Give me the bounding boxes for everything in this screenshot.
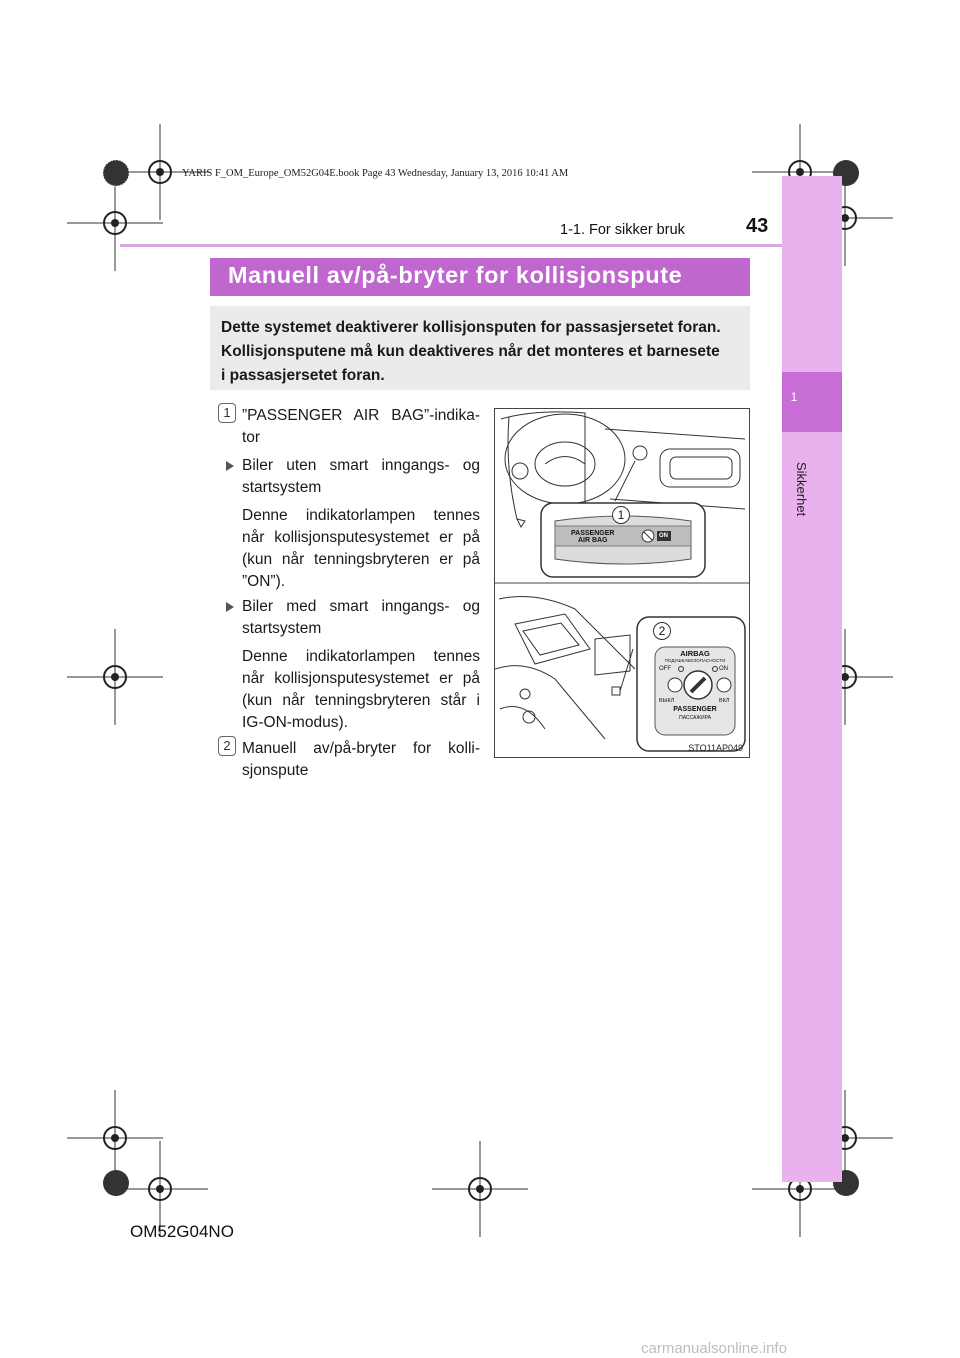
bullet-triangle-icon — [226, 602, 234, 612]
callout-number-icon — [612, 506, 630, 524]
page-title: Manuell av/på-bryter for kollisjonspute — [228, 262, 683, 288]
title-bar — [210, 258, 750, 296]
switch-top-label: AIRBAG — [680, 649, 710, 658]
switch-off-label: OFF — [659, 666, 671, 672]
item1-text — [242, 405, 480, 449]
chapter-number: 1 — [790, 390, 798, 404]
callout-number-icon — [653, 622, 671, 640]
text-line: startsystem — [242, 620, 322, 637]
text-line: Biler med smart inngangs- og — [242, 598, 480, 615]
text-line: sjonspute — [242, 762, 309, 779]
section-heading: 1-1. For sikker bruk — [560, 222, 685, 238]
sub2-heading — [242, 596, 480, 640]
text-line: ”ON”). — [242, 573, 286, 590]
page-number: 43 — [746, 215, 769, 237]
chapter-title: Sikkerhet — [794, 462, 809, 517]
dashboard-illustration — [495, 409, 749, 757]
text-line: (kun når tenningsbryteren står i — [242, 692, 480, 709]
airbag-figure — [494, 408, 750, 758]
text-line: startsystem — [242, 479, 322, 496]
switch-bottom-ru-label: ПАССАЖИРА — [679, 715, 711, 721]
text-line: Denne indikatorlampen tennes — [242, 507, 480, 524]
intro-box — [210, 306, 750, 390]
text-line: ”PASSENGER AIR BAG”-indika- — [242, 407, 480, 424]
sub2-body — [242, 646, 480, 734]
indicator-label — [571, 530, 614, 544]
text-line: når kollisjonsputesystemet er på — [242, 670, 480, 687]
text-line: IG-ON-modus). — [242, 714, 348, 731]
intro-line: Dette systemet deaktiverer kollisjonsputen for passasjersetet foran. — [221, 319, 721, 336]
item-number-icon: 2 — [218, 736, 236, 756]
item2-text — [242, 738, 480, 782]
text-line: Denne indikatorlampen tennes — [242, 648, 480, 665]
callout-number: 2 — [658, 624, 666, 638]
text-line: Biler uten smart inngangs- og — [242, 457, 480, 474]
watermark: carmanualsonline.info — [641, 1340, 787, 1357]
book-info-line: YARIS F_OM_Europe_OM52G04E.book Page 43 Wednesday, January 13, 2016 10:41 AM — [182, 168, 569, 179]
text-line: Manuell av/på-bryter for kolli- — [242, 740, 480, 757]
sub1-heading — [242, 455, 480, 499]
indicator-on-label: ON — [659, 533, 668, 539]
intro-line: i passasjersetet foran. — [221, 367, 385, 384]
bullet-triangle-icon — [226, 461, 234, 471]
switch-top-ru-label: ПОДУШКАБЕЗОПАСНОСТИ — [664, 658, 726, 663]
text-line: når kollisjonsputesystemet er på — [242, 529, 480, 546]
text-line: tor — [242, 429, 261, 446]
registration-mark-crosshair — [67, 629, 163, 725]
registration-mark-crosshair — [432, 1141, 528, 1237]
figure-code: STO11AP049 — [688, 743, 743, 753]
switch-off-ru-label: ВЫКЛ — [659, 698, 675, 704]
item-number-icon: 1 — [218, 403, 236, 423]
switch-on-label: ON — [719, 666, 728, 672]
indicator-label-line: PASSENGER — [571, 530, 615, 537]
chapter-side-tab — [782, 176, 842, 1182]
indicator-label-line: AIR BAG — [577, 537, 608, 544]
footer-document-code: OM52G04NO — [130, 1222, 234, 1241]
switch-bottom-label: PASSENGER — [673, 706, 717, 713]
switch-on-ru-label: ВКЛ — [719, 698, 730, 704]
header-rule — [120, 244, 782, 247]
callout-number: 1 — [617, 508, 625, 522]
intro-line: Kollisjonsputene må kun deaktiveres når det monteres et barnesete — [221, 343, 720, 360]
text-line: (kun når tenningsbryteren er på — [242, 551, 480, 568]
sub1-body — [242, 505, 480, 593]
